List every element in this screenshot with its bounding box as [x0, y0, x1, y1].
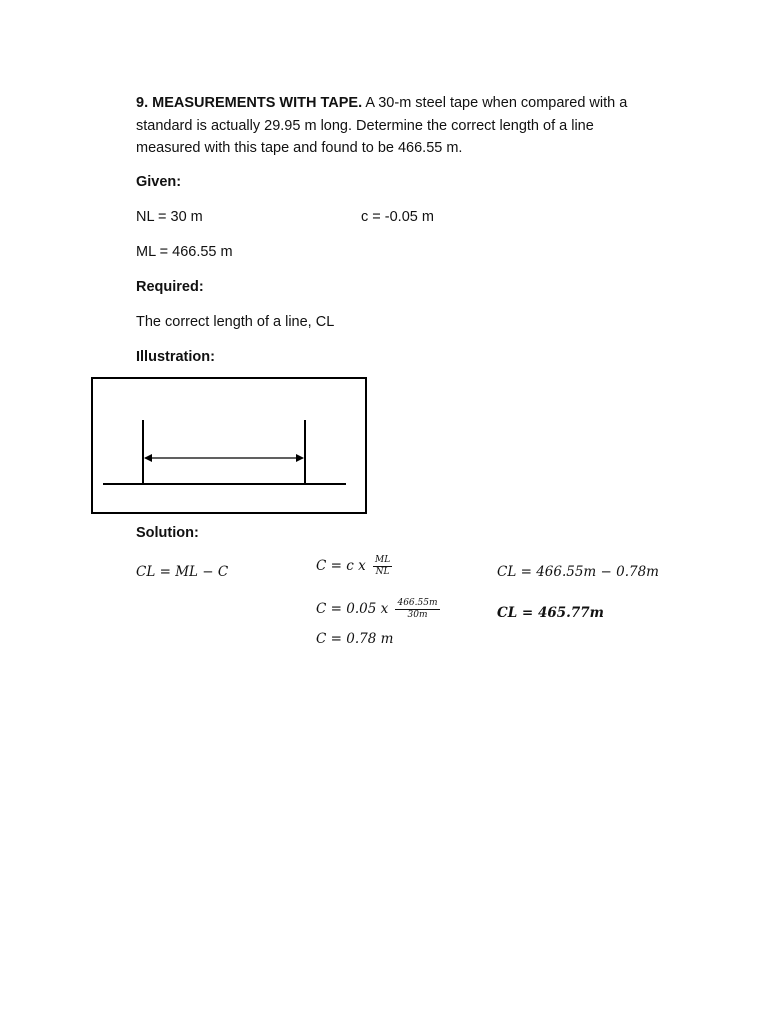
equation-correction-formula	[316, 555, 392, 578]
equation-substituted-lhs: C = 0.05 x	[316, 601, 389, 617]
problem-title: 9. MEASUREMENTS WITH TAPE.	[136, 95, 363, 111]
equation-cl: CL = ML − C	[136, 564, 229, 580]
equation-cl-substituted: CL = 466.55m − 0.78m	[497, 564, 659, 580]
required-heading: Required:	[136, 279, 204, 295]
equation-cl-final: CL = 465.77m	[497, 605, 604, 621]
problem-statement	[136, 92, 661, 160]
illustration-box	[91, 377, 367, 514]
equation-correction-substituted	[316, 598, 440, 621]
problem-text: A 30-m steel tape when compared with a standard is actually 29.95 m long. Determine the correct length of a line measured with this tape and found to be 466.55 m.	[136, 95, 628, 156]
fraction-ml-nl	[373, 555, 392, 578]
fraction-denominator: 30m	[407, 610, 428, 620]
given-c: c = -0.05 m	[361, 209, 434, 225]
required-text: The correct length of a line, CL	[136, 314, 335, 330]
equation-correction-result: C = 0.78 m	[316, 631, 394, 647]
given-heading: Given:	[136, 174, 182, 190]
solution-heading: Solution:	[136, 525, 199, 541]
fraction-numerator: ML	[375, 555, 391, 565]
tape-measurement-diagram	[93, 379, 365, 512]
given-ml: ML = 466.55 m	[136, 244, 233, 260]
illustration-heading: Illustration:	[136, 349, 215, 365]
given-nl: NL = 30 m	[136, 209, 203, 225]
equation-correction-lhs: C = c x	[316, 558, 366, 574]
fraction-numerator: 466.55m	[397, 598, 438, 608]
fraction-denominator: NL	[375, 567, 390, 577]
fraction-values	[395, 598, 439, 621]
